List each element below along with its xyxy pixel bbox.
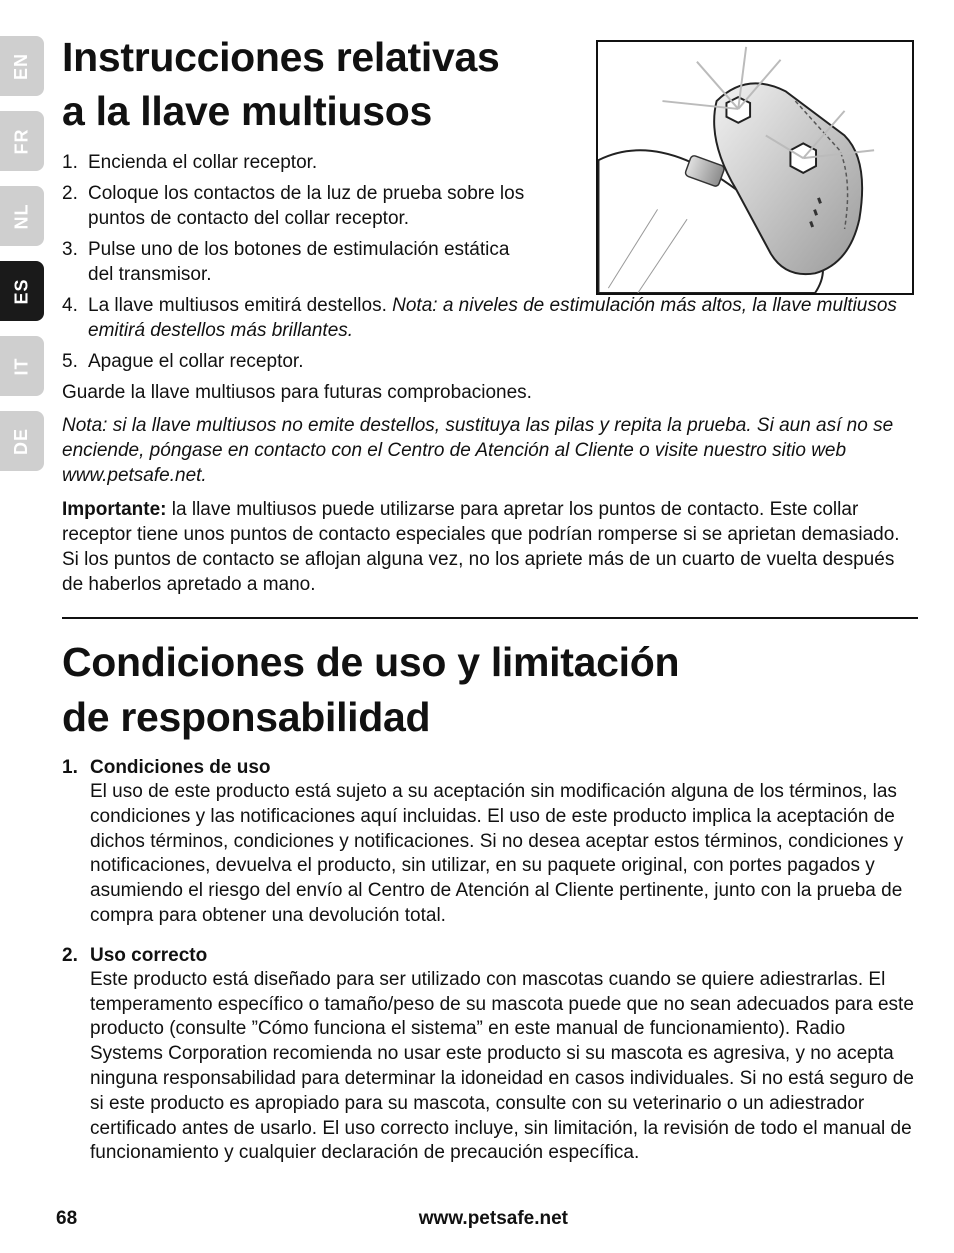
- lang-tab-label: ES: [11, 277, 32, 305]
- title-line-1: Condiciones de uso y limitación: [62, 639, 680, 685]
- step-text: La llave multiusos emitirá destellos.: [88, 295, 393, 316]
- list-item: [62, 181, 558, 231]
- term-conditions-of-use: [62, 755, 918, 929]
- lang-tab-nl[interactable]: [0, 186, 44, 246]
- step-number: 3.: [62, 239, 78, 260]
- lang-tab-label: IT: [11, 357, 32, 375]
- lang-tab-label: NL: [11, 203, 32, 229]
- lang-tab-it[interactable]: [0, 336, 44, 396]
- page-content: [62, 30, 918, 1180]
- list-item: [62, 237, 538, 287]
- term-number: 2.: [62, 944, 78, 966]
- step-text: Coloque los contactos de la luz de prueba sobre los puntos de contacto del collar receptor.: [88, 183, 525, 229]
- lang-tab-de[interactable]: [0, 411, 44, 471]
- keep-tool-text: Guarde la llave multiusos para futuras comprobaciones.: [62, 382, 532, 403]
- title-line-2: a la llave multiusos: [62, 88, 432, 134]
- step-number: 5.: [62, 351, 78, 372]
- section-title-terms: [62, 635, 918, 745]
- section-divider: [62, 617, 918, 619]
- multitool-section: [62, 30, 918, 597]
- step-number: 2.: [62, 183, 78, 204]
- note-text: Nota: si la llave multiusos no emite destellos, sustituya las pilas y repita la prueba. Si aun así no se enciende, póngase en contacto con el Centro de Atención al Cliente o visite nuestro sitio web www.petsafe.net.: [62, 415, 894, 486]
- step-text: Apague el collar receptor.: [88, 351, 304, 372]
- page-number: 68: [56, 1208, 78, 1229]
- term-number: 1.: [62, 757, 78, 778]
- language-tabs: [0, 36, 44, 486]
- lang-tab-label: EN: [11, 52, 32, 80]
- step-text: Pulse uno de los botones de estimulación estática del transmisor.: [88, 239, 510, 285]
- important-text: la llave multiusos puede utilizarse para apretar los puntos de contacto. Este collar receptor tiene unos puntos de contacto especiales que podrían romperse si se aprietan demasiado. Si los puntos de contacto se aflojan alguna vez, no los apriete más de un cuarto de vuelta después de haberlos apretado a mano.: [62, 499, 900, 595]
- website-link[interactable]: www.petsafe.net: [418, 1208, 568, 1229]
- step-number: 4.: [62, 295, 78, 316]
- lang-tab-es[interactable]: [0, 261, 44, 321]
- title-line-2: de responsabilidad: [62, 694, 431, 740]
- term-body: El uso de este producto está sujeto a su aceptación sin modificación alguna de los términos, las condiciones y las notificaciones aquí incluidas. El uso de este producto implica la aceptación de dichos términos, condiciones y notificaciones. Si no desea aceptar estos términos, condiciones y notificaciones, devuelva el producto, sin utilizar, en su paquete original, con portes pagados y asumiendo el riesgo del envío al Centro de Atención al Cliente pertinente, junto con la prueba de compra para obtener una devolución total.: [90, 781, 904, 926]
- important-paragraph: [62, 497, 918, 597]
- important-label: Importante:: [62, 499, 167, 520]
- step-note: Nota: a niveles de estimulación más altos, la llave multiusos emitirá destellos más brillantes.: [88, 295, 897, 341]
- list-item: [62, 293, 918, 343]
- step-number: 1.: [62, 152, 78, 173]
- lang-tab-en[interactable]: [0, 36, 44, 96]
- list-item: [62, 349, 918, 374]
- term-title: [62, 755, 918, 780]
- step-text: Encienda el collar receptor.: [88, 152, 318, 173]
- lang-tab-label: FR: [11, 128, 32, 154]
- title-line-1: Instrucciones relativas: [62, 34, 500, 80]
- term-body: Este producto está diseñado para ser utilizado con mascotas cuando se quiere adiestrarlas. El temperamento específico o tamaño/peso de su mascota puede que no sean adecuados para este producto (consulte ”Cómo funciona el sistema” en este manual de funcionamiento). Radio Systems Corporation recomienda no usar este producto si su mascota es agresiva, y no acepta ninguna responsabilidad para determinar la idoneidad en casos individuales. Si no está seguro de si este producto es apropiado para su mascota, consulte con su veterinario o un adiestrador certificado antes de usarlo. El uso correcto incluye, sin limitación, la revisión de todo el manual de funcionamiento y cualquier declaración de precaución específica.: [90, 968, 914, 1164]
- lang-tab-label: DE: [11, 427, 32, 455]
- term-title-text: Uso correcto: [90, 944, 208, 966]
- term-correct-use: [62, 943, 918, 1166]
- lang-tab-fr[interactable]: [0, 111, 44, 171]
- terms-list: [62, 755, 918, 1166]
- term-title: [62, 943, 918, 968]
- list-item: [62, 150, 918, 175]
- term-title-text: Condiciones de uso: [90, 757, 271, 778]
